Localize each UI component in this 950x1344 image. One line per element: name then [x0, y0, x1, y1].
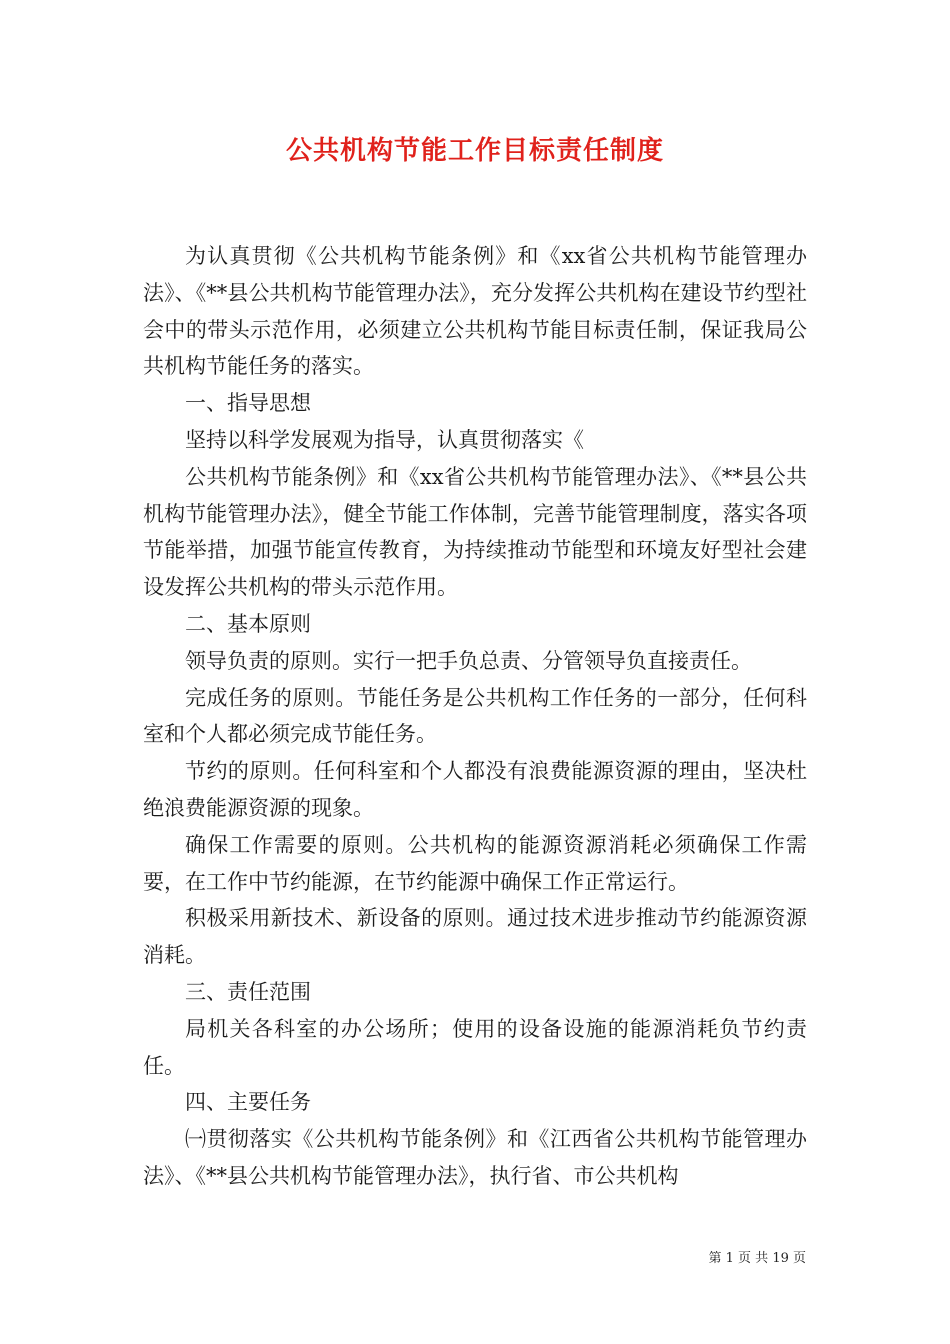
- paragraph: 局机关各科室的办公场所；使用的设备设施的能源消耗负节约责任。: [143, 1016, 807, 1078]
- document-title: 公共机构节能工作目标责任制度: [285, 136, 664, 166]
- section-heading: 二、基本原则: [185, 611, 311, 636]
- paragraph: 积极采用新技术、新设备的原则。通过技术进步推动节约能源资源消耗。: [143, 906, 807, 968]
- paragraph: 领导负责的原则。实行一把手负总责、分管领导负直接责任。: [185, 648, 752, 673]
- section-heading: 四、主要任务: [185, 1090, 311, 1115]
- paragraph-intro: 为认真贯彻《公共机构节能条例》和《xx省公共机构节能管理办法》、《**县公共机构节能管理办法》，充分发挥公共机构在建设节约型社会中的带头示范作用，必须建立公共机构节能目标责任制，保证我局公共机构节能任务的落实。: [143, 244, 807, 379]
- paragraph: ㈠贯彻落实《公共机构节能条例》和《江西省公共机构节能管理办法》、《**县公共机构节能管理办法》，执行省、市公共机构: [143, 1127, 807, 1188]
- paragraph: 坚持以科学发展观为指导，认真贯彻落实《: [185, 427, 584, 452]
- paragraph: 完成任务的原则。节能任务是公共机构工作任务的一部分，任何科室和个人都必须完成节能任务。: [143, 685, 807, 747]
- paragraph: 节约的原则。任何科室和个人都没有浪费能源资源的理由，坚决杜绝浪费能源资源的现象。: [143, 759, 807, 820]
- section-heading: 三、责任范围: [185, 979, 311, 1004]
- section-heading: 一、指导思想: [185, 391, 311, 416]
- paragraph: 公共机构节能条例》和《xx省公共机构节能管理办法》、《**县公共机构节能管理办法》，健全节能工作体制，完善节能管理制度，落实各项节能举措，加强节能宣传教育，为持续推动节能型和环境友好型社会建设发挥公共机构的带头示范作用。: [143, 464, 807, 600]
- paragraph: 确保工作需要的原则。公共机构的能源资源消耗必须确保工作需要，在工作中节约能源，在节约能源中确保工作正常运行。: [143, 832, 807, 894]
- document-body: [143, 238, 807, 1195]
- page-number: 第 1 页 共 19 页: [708, 1251, 806, 1266]
